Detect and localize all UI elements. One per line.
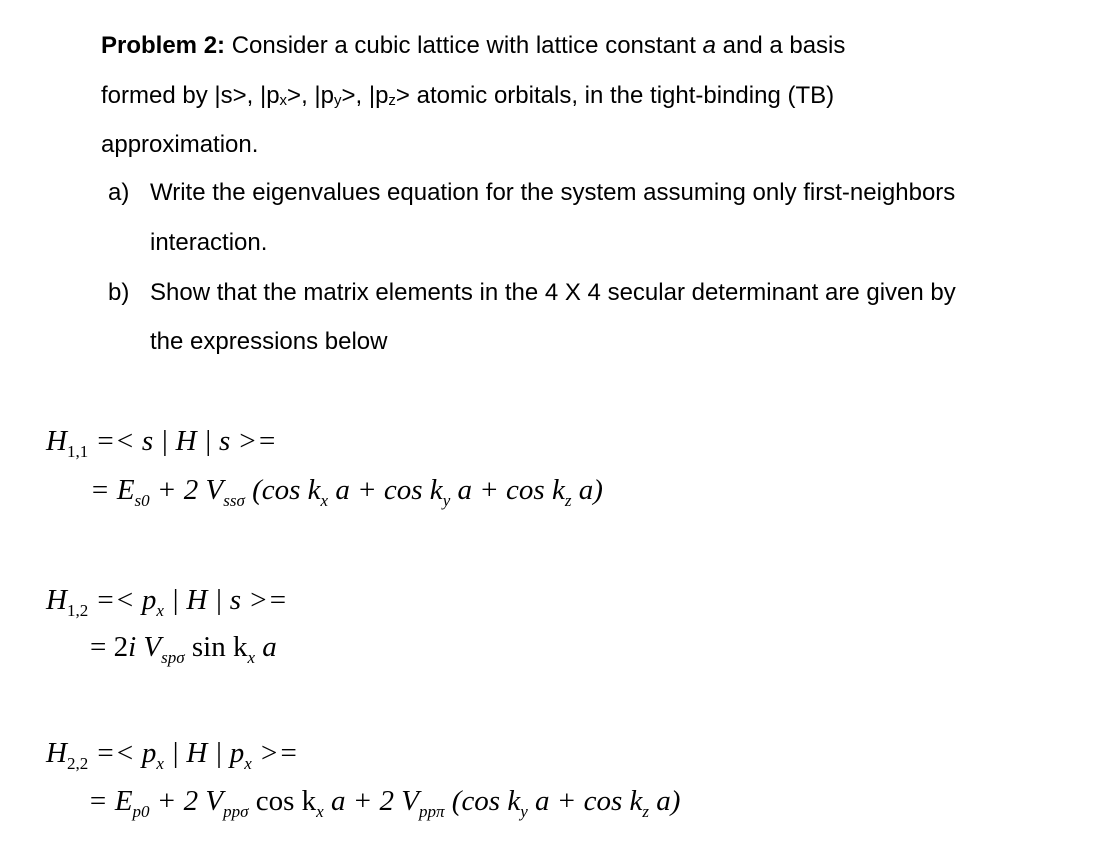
- problem-heading: Problem 2:: [101, 32, 226, 59]
- item-a-text-line-1: Write the eigenvalues equation for the system assuming only first-neighbors: [150, 179, 956, 206]
- equation-h11-definition: $H_{1,1} =< s$ | H | s >=: [46, 425, 277, 461]
- item-a-label: a): [108, 179, 130, 206]
- equation-h22-expression: = $E_{p0} + 2$ $V_{pp\sigma}$ $\cos k_x$ a + 2 $V_{pp\pi}$ (cos $k_y$ $a + \cos k_z$ a): [88, 785, 681, 821]
- problem-intro-line-2: formed by |s>, |px>, |py>, |pz> atomic orbitals, in the tight-binding (TB): [101, 82, 835, 109]
- item-a-text-line-2: interaction.: [150, 229, 268, 256]
- equation-h12-expression: = 2i $V_{sp\sigma}$ $\sin k_x$ a: [90, 631, 277, 667]
- problem-intro-line-3: approximation.: [101, 131, 259, 158]
- equation-h12-definition: $H_{1,2} =< p_x$ | H | s >=: [46, 584, 288, 620]
- item-b-label: b): [108, 279, 130, 306]
- item-b-text-line-1: Show that the matrix elements in the 4 X 4 secular determinant are given by: [150, 279, 956, 306]
- equation-h22-definition: $H_{2,2} =< p_x$ | H | $p_x$ >=: [46, 737, 299, 773]
- item-b-text-line-2: the expressions below: [150, 328, 388, 355]
- equation-h11-expression: = $E_{s0} + 2$ $V_{ss\sigma}$ (cos $k_x$ $a + \cos k_y$ $a + \cos k_z$ a): [90, 474, 603, 510]
- problem-intro-line-1: Problem 2: Consider a cubic lattice with lattice constant a and a basis: [101, 32, 846, 59]
